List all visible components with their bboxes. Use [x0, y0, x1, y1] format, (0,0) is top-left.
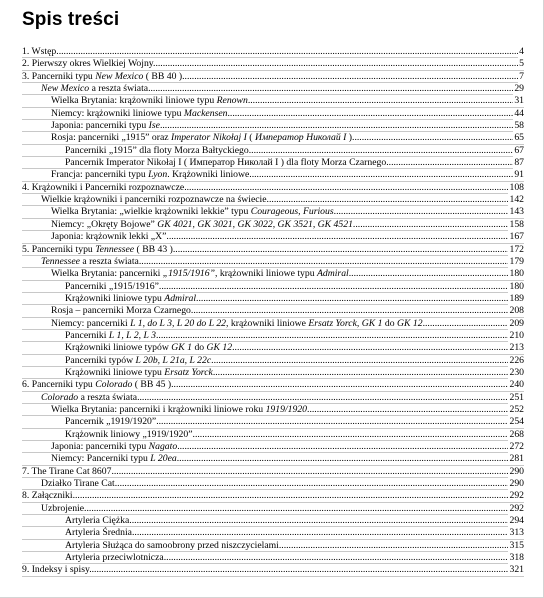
toc-entry-page-number: 230: [509, 366, 524, 378]
toc-entry-page-number: 65: [514, 132, 524, 144]
toc-entry-page-number: 5: [519, 58, 524, 70]
toc-entry-title: [41, 83, 524, 95]
toc-entry-title: [51, 318, 524, 330]
toc-entry-page-number: 251: [509, 391, 524, 403]
toc-entry-title-segment: 4. Krążowniki i Pancerniki rozpoznawcze: [22, 181, 185, 193]
toc-entry-page-number: 158: [509, 218, 524, 230]
toc-entry-title: [22, 564, 524, 576]
toc-entry-page-number: 315: [509, 539, 524, 551]
toc-entry-page-number: 29: [514, 83, 524, 95]
toc-entry-title: [65, 515, 524, 527]
toc-entry-title: [51, 120, 524, 132]
toc-entry-title-segment: Tennessee: [41, 255, 80, 267]
toc-entry-title-segment: Japonia: pancerniki typu: [51, 441, 149, 452]
toc-entry[interactable]: [22, 453, 524, 465]
toc-entry-title-segment: Działko Tirane Cat: [41, 478, 115, 490]
toc-entry-page-number: 281: [509, 453, 524, 465]
toc-entry-title-segment: 6. Pancerniki typu: [22, 379, 96, 391]
toc-entry-page-number: 142: [509, 194, 524, 206]
toc-entry-page-number: 58: [514, 120, 524, 132]
toc-entry-title-segment: Niemcy: pancerniki: [51, 317, 131, 329]
toc-entry-title-segment: Japonia: krążownik lekki „X”: [51, 231, 167, 243]
toc-entry-title: [51, 95, 524, 107]
toc-entry-title: [22, 379, 524, 391]
toc-entry[interactable]: [22, 281, 524, 293]
toc-entry-title-segment: 1919/1920: [265, 403, 308, 415]
toc-entry-title: [22, 46, 524, 58]
toc-entry[interactable]: [22, 157, 524, 169]
toc-entry-title: [22, 58, 524, 70]
toc-entry-title: [51, 453, 524, 465]
toc-entry-page-number: 209: [509, 317, 524, 329]
toc-entry-page-number: 226: [509, 354, 524, 366]
toc-entry-title-segment: Colorado: [41, 391, 79, 403]
toc-entry[interactable]: [22, 466, 524, 478]
toc-entry-title-segment: Artyleria Służąca do samoobrony przed niszczycielami: [65, 539, 279, 551]
toc-entry-title-segment: Niemcy: krążowniki liniowe typu: [51, 107, 184, 119]
toc-entry-title: [51, 268, 524, 280]
toc-entry-title-segment: Niemcy: Pancerniki typu: [51, 453, 151, 465]
toc-entry-title-segment: a reszta świata: [89, 83, 149, 95]
table-of-contents: [22, 46, 524, 577]
toc-entry[interactable]: [22, 564, 524, 576]
toc-entry-page-number: 240: [509, 379, 524, 391]
toc-entry[interactable]: [22, 503, 524, 515]
toc-entry-title: [65, 145, 524, 157]
toc-entry-page-number: 143: [509, 206, 524, 218]
toc-entry-title-segment: Courageous, Furious: [250, 206, 334, 218]
toc-entry-title-segment: a reszta świata: [79, 255, 139, 267]
toc-entry[interactable]: [22, 169, 524, 181]
toc-entry[interactable]: [22, 527, 524, 539]
toc-entry[interactable]: [22, 515, 524, 527]
toc-entry-title: [65, 281, 524, 293]
toc-entry-page-number: 252: [509, 403, 524, 415]
toc-entry[interactable]: [22, 318, 524, 330]
toc-entry-title: [51, 305, 524, 317]
toc-entry-title-segment: L 20b, L 21a, L 22c: [135, 354, 212, 366]
toc-entry-title-segment: Artyleria Ciężka: [65, 515, 130, 527]
toc-entry-title: [51, 219, 524, 231]
toc-entry-title-segment: Lyon: [148, 169, 168, 181]
toc-entry-title: [22, 182, 524, 194]
toc-entry-title-segment: Admiral: [164, 292, 197, 304]
toc-entry[interactable]: [22, 342, 524, 354]
toc-entry-title-segment: GK 12: [397, 317, 423, 329]
page-title: Spis treści: [22, 9, 120, 30]
toc-entry[interactable]: [22, 182, 524, 194]
toc-entry-page-number: 4: [519, 46, 524, 57]
toc-entry-title-segment: 9. Indeksy i spisy: [22, 564, 90, 576]
toc-entry-title-segment: , krążowniki liniowe: [226, 317, 309, 329]
toc-entry[interactable]: [22, 71, 524, 83]
toc-entry-title: [51, 206, 524, 218]
toc-entry[interactable]: [22, 58, 524, 70]
toc-entry-page-number: 213: [509, 342, 524, 354]
toc-entry[interactable]: [22, 293, 524, 305]
toc-entry-title-segment: Pancerniki „1915” dla floty Morza Bałtyckiego: [65, 144, 249, 156]
toc-entry-title-segment: 2. Pierwszy okres Wielkiej Wojny: [22, 58, 154, 70]
toc-entry[interactable]: [22, 194, 524, 206]
toc-entry-title-segment: Tennessee: [95, 243, 135, 255]
toc-entry-title: [41, 478, 524, 490]
toc-entry-title-segment: Император Николай I: [254, 132, 347, 144]
toc-entry-title: [51, 231, 524, 243]
toc-entry-title-segment: Francja: pancerniki typu: [51, 169, 149, 181]
toc-entry-title: [41, 392, 524, 404]
toc-entry-title: [65, 540, 524, 552]
toc-entry-title: [22, 244, 524, 256]
toc-entry-title: [22, 466, 524, 478]
toc-entry[interactable]: [22, 404, 524, 416]
toc-entry-title-segment: Wielka Brytania: pancerniki: [51, 268, 163, 280]
toc-entry-page-number: 179: [509, 255, 524, 267]
toc-entry[interactable]: [22, 441, 524, 453]
toc-entry-title-segment: Pancerniki „1915/1916”: [65, 280, 159, 292]
toc-entry-title-segment: ): [346, 132, 353, 144]
toc-entry-title-segment: 3. Pancerniki typu: [22, 70, 96, 82]
toc-entry-title: [41, 194, 524, 206]
toc-entry-title-segment: a reszta świata: [78, 391, 138, 403]
toc-entry-page-number: 91: [514, 169, 524, 181]
toc-entry-title: [51, 108, 524, 120]
toc-entry-title-segment: 1. Wstęp: [22, 46, 57, 57]
toc-entry-title-segment: 5. Pancerniki typu: [22, 243, 96, 255]
toc-entry[interactable]: [22, 231, 524, 243]
toc-entry-page-number: 31: [514, 95, 524, 107]
toc-entry-title-segment: Uzbrojenie: [41, 502, 85, 514]
toc-entry[interactable]: [22, 540, 524, 552]
toc-entry-title-segment: do: [192, 342, 207, 354]
toc-entry-title-segment: Ersatz Yorck: [164, 366, 213, 378]
toc-entry[interactable]: [22, 83, 524, 95]
toc-entry-title: [51, 404, 524, 416]
toc-entry-title-segment: New Mexico: [41, 83, 90, 95]
toc-entry-title: [65, 527, 524, 539]
toc-entry-title-segment: 7. The Tirane Cat 8607: [22, 465, 112, 477]
toc-entry-title-segment: New Mexico: [95, 70, 144, 82]
toc-entry-title: [41, 256, 524, 268]
toc-entry[interactable]: [22, 379, 524, 391]
toc-entry-page-number: 290: [509, 478, 524, 490]
toc-entry-title-segment: L 1, do L 3, L 20 do L 22: [130, 317, 227, 329]
toc-entry[interactable]: [22, 490, 524, 502]
toc-entry-page-number: 208: [509, 305, 524, 317]
toc-entry-title-segment: . Krążowniki liniowe: [167, 169, 250, 181]
toc-entry-page-number: 180: [509, 280, 524, 292]
toc-entry-title-segment: ( BB 43 ): [134, 243, 173, 255]
toc-entry[interactable]: [22, 46, 524, 58]
toc-entry-page-number: 294: [509, 515, 524, 527]
toc-entry-title-segment: Wielkie krążowniki i pancerniki rozpoznawcze na świecie: [41, 194, 267, 206]
toc-entry-title: [51, 441, 524, 453]
toc-entry[interactable]: [22, 552, 524, 564]
toc-entry-title-segment: L 20ea: [150, 453, 177, 465]
toc-entry[interactable]: [22, 132, 524, 144]
toc-entry[interactable]: [22, 268, 524, 280]
toc-entry-title: [65, 429, 524, 441]
toc-entry[interactable]: [22, 256, 524, 268]
toc-entry[interactable]: [22, 305, 524, 317]
toc-entry-title-segment: Krążowniki liniowe typów: [65, 342, 172, 354]
toc-entry-title-segment: Krążowniki liniowe typu: [65, 292, 165, 304]
toc-entry-title-segment: Wielka Brytania: krążowniki liniowe typu: [51, 95, 217, 107]
toc-entry-title-segment: „1915/1916”: [162, 268, 215, 280]
toc-entry-title: [65, 342, 524, 354]
toc-entry-title-segment: Pancernik „1919/1920”: [65, 416, 157, 428]
toc-entry[interactable]: [22, 244, 524, 256]
toc-entry-title-segment: Admiral: [316, 268, 349, 280]
toc-entry-title-segment: Nagato: [148, 441, 178, 452]
toc-entry-title-segment: ( BB 45 ): [132, 379, 172, 391]
toc-entry-page-number: 87: [514, 157, 524, 169]
toc-entry-title-segment: Rosja: pancerniki „1915” oraz: [51, 132, 171, 144]
toc-entry[interactable]: [22, 355, 524, 367]
toc-entry-title-segment: , krążowniki liniowe typu: [215, 268, 317, 280]
toc-entry-page-number: 167: [509, 231, 524, 243]
toc-entry-title-segment: Renown: [216, 95, 248, 107]
toc-entry-title-segment: Artyleria Średnia: [65, 527, 132, 539]
toc-entry-title-segment: Niemcy: „Okręty Bojowe”: [51, 218, 158, 230]
toc-entry-page-number: 318: [509, 552, 524, 564]
toc-entry-page-number: 313: [509, 527, 524, 539]
toc-entry[interactable]: [22, 145, 524, 157]
toc-entry-title: [65, 416, 524, 428]
toc-entry-title-segment: Ersatz Yorck, GK 1: [308, 317, 383, 329]
toc-entry-title: [51, 169, 524, 181]
toc-entry[interactable]: [22, 120, 524, 132]
toc-entry-title-segment: Ise: [148, 120, 160, 132]
toc-entry-title-segment: Wielka Brytania: pancerniki i krążowniki liniowe roku: [51, 403, 266, 415]
toc-entry-title: [65, 355, 524, 367]
toc-entry[interactable]: [22, 95, 524, 107]
toc-entry[interactable]: [22, 416, 524, 428]
toc-entry-title-segment: Japonia: pancerniki typu: [51, 120, 149, 132]
toc-entry-title-segment: Pancernik Imperator Nikołaj I ( Император Николай I ) dla floty Morza Czarnego: [65, 157, 387, 169]
toc-entry-title-segment: Krążowniki liniowe typu: [65, 366, 165, 378]
toc-entry-title-segment: GK 12: [206, 342, 233, 354]
toc-entry-title: [65, 157, 524, 169]
toc-entry-title-segment: Krążownik liniowy „1919/1920”: [65, 428, 193, 440]
toc-entry-title-segment: Colorado: [95, 379, 133, 391]
toc-entry-page-number: 210: [509, 329, 524, 341]
toc-entry-page-number: 180: [509, 268, 524, 280]
toc-entry[interactable]: [22, 478, 524, 490]
toc-entry-title: [65, 330, 524, 342]
toc-entry-title-segment: Pancerniki: [65, 329, 109, 341]
toc-entry-title-segment: GK 4021, GK 3021, GK 3022, GK 3521, GK 4521: [157, 218, 353, 230]
toc-entry[interactable]: [22, 367, 524, 379]
toc-entry-title-segment: (: [246, 132, 255, 144]
toc-entry-page-number: 67: [514, 144, 524, 156]
toc-entry[interactable]: [22, 108, 524, 120]
toc-entry-title-segment: ( BB 40 ): [143, 70, 183, 82]
toc-entry-title: [51, 132, 524, 144]
toc-entry-page-number: 172: [509, 243, 524, 255]
toc-entry-page-number: 7: [519, 70, 524, 82]
toc-entry-page-number: 292: [509, 490, 524, 502]
toc-entry-title: [65, 293, 524, 305]
toc-entry-title-segment: Imperator Nikołaj I: [170, 132, 247, 144]
toc-entry-title-segment: Wielka Brytania: „wielkie krążowniki lekkie” typu: [51, 206, 251, 218]
toc-entry-title-segment: Rosja – pancerniki Morza Czarnego: [51, 305, 191, 317]
toc-entry-page-number: 254: [509, 416, 524, 428]
toc-entry-title-segment: Mackensen: [183, 107, 228, 119]
toc-entry-title-segment: Pancerniki typów: [65, 354, 136, 366]
toc-entry-page-number: 189: [509, 292, 524, 304]
toc-entry-title-segment: L 1, L 2, L 3: [108, 329, 156, 341]
toc-entry-title-segment: GK 1: [171, 342, 193, 354]
toc-entry-page-number: 108: [509, 181, 524, 193]
toc-entry-page-number: 292: [509, 502, 524, 514]
toc-entry[interactable]: [22, 429, 524, 441]
toc-entry-page-number: 290: [509, 465, 524, 477]
toc-entry[interactable]: [22, 392, 524, 404]
toc-entry[interactable]: [22, 206, 524, 218]
toc-entry[interactable]: [22, 330, 524, 342]
toc-entry-title: [22, 490, 524, 502]
toc-entry-title-segment: Artyleria przeciwlotnicza: [65, 552, 164, 564]
toc-entry-page-number: 44: [514, 107, 524, 119]
toc-entry-title: [65, 367, 524, 379]
toc-entry[interactable]: [22, 219, 524, 231]
toc-entry-page-number: 268: [509, 428, 524, 440]
toc-entry-title: [22, 71, 524, 83]
toc-entry-title: [65, 552, 524, 564]
toc-entry-title-segment: do: [382, 317, 397, 329]
toc-entry-page-number: 321: [509, 564, 524, 576]
toc-entry-title-segment: 8. Załączniki: [22, 490, 73, 502]
toc-entry-page-number: 272: [509, 441, 524, 452]
toc-entry-title: [41, 503, 524, 515]
